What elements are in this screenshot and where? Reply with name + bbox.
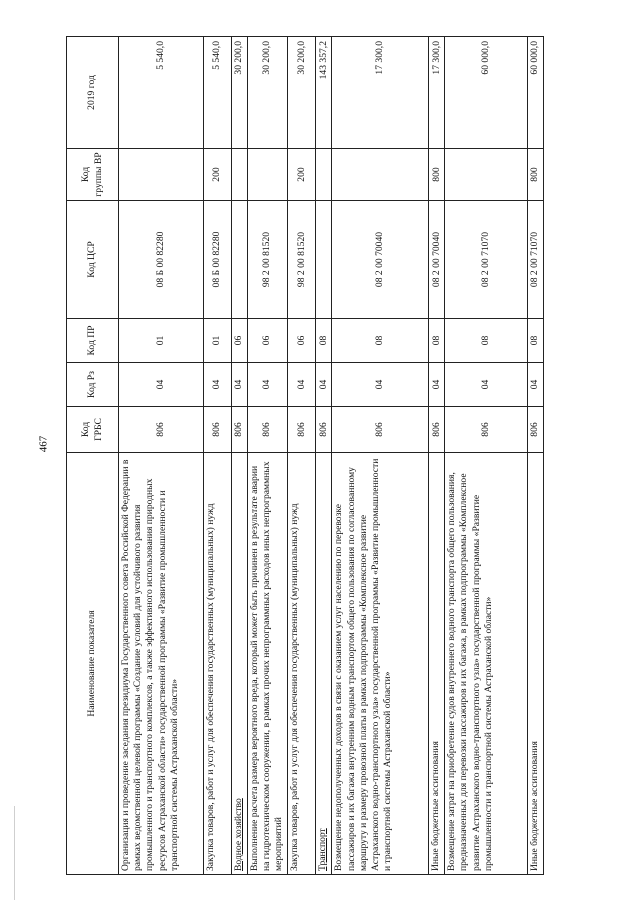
row-grbs: 806 <box>231 407 247 453</box>
row-pr: 08 <box>527 319 543 363</box>
row-name: Выполнение расчета размера вероятного вреда, который может быть причинен в результате аварии на гидротехническом сооружении, в рамках прочих непрограммных расходов иных непрограммных мероприятий <box>247 453 287 875</box>
header-rz: Код Рз <box>67 363 119 407</box>
row-grbs: 806 <box>445 407 528 453</box>
row-name: Иные бюджетные ассигнования <box>429 453 445 875</box>
row-rz: 04 <box>119 363 204 407</box>
table-header-row <box>67 37 119 875</box>
row-pr: 08 <box>445 319 528 363</box>
table-row <box>119 37 204 875</box>
row-amount: 30 200,0 <box>231 37 247 149</box>
row-amount: 30 200,0 <box>288 37 316 149</box>
table-row <box>247 37 287 875</box>
row-grbs: 806 <box>288 407 316 453</box>
row-csr: 98 2 00 81520 <box>288 201 316 319</box>
header-csr: Код ЦСР <box>67 201 119 319</box>
table-row <box>231 37 247 875</box>
header-pr: Код ПР <box>67 319 119 363</box>
row-grbs: 806 <box>247 407 287 453</box>
row-pr: 06 <box>288 319 316 363</box>
page-number: 467 <box>37 435 50 453</box>
row-vr: 200 <box>288 149 316 201</box>
row-pr: 06 <box>247 319 287 363</box>
row-vr <box>316 149 332 201</box>
rotated-page-content <box>66 37 544 875</box>
row-pr: 01 <box>203 319 231 363</box>
row-csr: 98 2 00 81520 <box>247 201 287 319</box>
row-rz: 04 <box>247 363 287 407</box>
row-amount: 60 000,0 <box>445 37 528 149</box>
row-amount: 17 300,0 <box>332 37 429 149</box>
header-vr: Код группы ВР <box>67 149 119 201</box>
row-name: Иные бюджетные ассигнования <box>527 453 543 875</box>
row-csr <box>316 201 332 319</box>
row-vr <box>445 149 528 201</box>
row-amount: 5 540,0 <box>119 37 204 149</box>
row-grbs: 806 <box>527 407 543 453</box>
row-name: Закупка товаров, работ и услуг для обеспечения государственных (муниципальных) нужд <box>288 453 316 875</box>
row-amount: 5 540,0 <box>203 37 231 149</box>
row-grbs: 806 <box>316 407 332 453</box>
row-csr: 08 2 00 71070 <box>527 201 543 319</box>
table-row <box>203 37 231 875</box>
header-year: 2019 год <box>67 37 119 149</box>
row-vr <box>119 149 204 201</box>
row-csr: 08 Б 00 82280 <box>119 201 204 319</box>
row-csr: 08 2 00 71070 <box>445 201 528 319</box>
row-rz: 04 <box>445 363 528 407</box>
row-name: Закупка товаров, работ и услуг для обеспечения государственных (муниципальных) нужд <box>203 453 231 875</box>
row-rz: 04 <box>429 363 445 407</box>
row-name: Возмещение затрат на приобретение судов внутреннего водного транспорта общего пользования, предназначенных для перевозки пассажиров и их багажа, в рамках подпрограммы «Комплексное развитие Астраханского водно-транспортного узла» государственной программы «Развитие промышленности и транспортной системы Астраханской области» <box>445 453 528 875</box>
row-pr: 06 <box>231 319 247 363</box>
row-amount: 60 000,0 <box>527 37 543 149</box>
row-rz: 04 <box>288 363 316 407</box>
row-rz: 04 <box>527 363 543 407</box>
row-vr: 200 <box>203 149 231 201</box>
table-row <box>429 37 445 875</box>
row-amount: 30 200,0 <box>247 37 287 149</box>
row-pr: 08 <box>332 319 429 363</box>
scan-margin-line <box>14 806 15 900</box>
row-amount: 17 300,0 <box>429 37 445 149</box>
header-grbs: Код ГРБС <box>67 407 119 453</box>
row-pr: 08 <box>429 319 445 363</box>
table-row <box>316 37 332 875</box>
row-vr <box>231 149 247 201</box>
row-vr <box>247 149 287 201</box>
row-grbs: 806 <box>203 407 231 453</box>
row-name: Организация и проведение заседания президиума Государственного совета Российской Федерации в рамках ведомственной целевой программы «Создание условий для устойчивого развития промышленного и транспортного комплексов, а также эффективного использования природных ресурсов Астраханской области» государственной программы «Развитие промышленности и транспортной системы Астраханской области» <box>119 453 204 875</box>
table-row <box>527 37 543 875</box>
row-pr: 01 <box>119 319 204 363</box>
row-rz: 04 <box>203 363 231 407</box>
row-name: Транспорт <box>316 453 332 875</box>
row-grbs: 806 <box>332 407 429 453</box>
table-row <box>332 37 429 875</box>
row-amount: 143 357,2 <box>316 37 332 149</box>
row-pr: 08 <box>316 319 332 363</box>
row-vr: 800 <box>429 149 445 201</box>
row-name: Возмещение недополученных доходов в связи с оказанием услуг населению по перевозке пассажиров и их багажа внутренним водным транспортом общего пользования по согласованному маршруту и размеру провозной платы в рамках подпрограммы «Комплексное развитие Астраханского водно-транспортного узла» государственной программы «Развитие промышленности и транспортной системы Астраханской области» <box>332 453 429 875</box>
row-csr: 08 Б 00 82280 <box>203 201 231 319</box>
row-csr <box>231 201 247 319</box>
budget-table <box>66 36 544 875</box>
row-vr <box>332 149 429 201</box>
row-rz: 04 <box>332 363 429 407</box>
header-name: Наименование показателя <box>67 453 119 875</box>
row-rz: 04 <box>316 363 332 407</box>
table-row <box>288 37 316 875</box>
row-csr: 08 2 00 70040 <box>429 201 445 319</box>
row-vr: 800 <box>527 149 543 201</box>
row-csr: 08 2 00 70040 <box>332 201 429 319</box>
row-rz: 04 <box>231 363 247 407</box>
row-grbs: 806 <box>119 407 204 453</box>
row-name: Водное хозяйство <box>231 453 247 875</box>
row-grbs: 806 <box>429 407 445 453</box>
table-row <box>445 37 528 875</box>
